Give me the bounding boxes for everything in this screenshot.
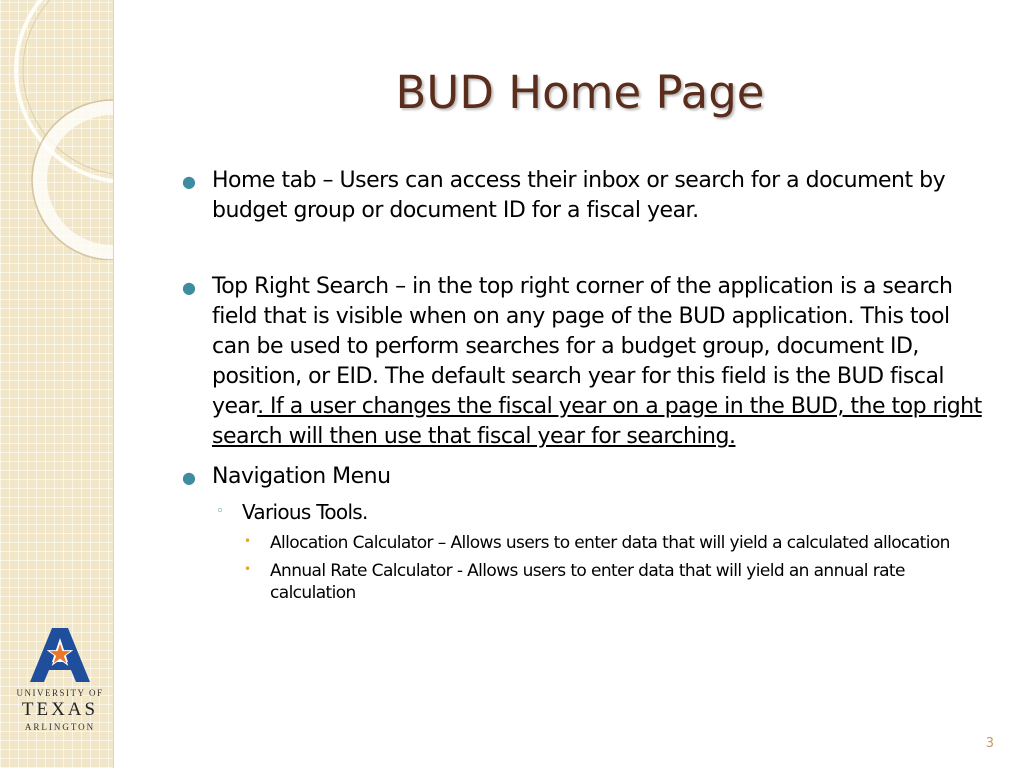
logo-texas: TEXAS xyxy=(21,699,99,720)
university-logo xyxy=(0,628,120,733)
annual-rate-calculator-text: Annual Rate Calculator - Allows users to enter data that will yield an annual rate calculation xyxy=(270,561,905,603)
bullet-top-right-search xyxy=(182,272,982,452)
logo-university-of: UNIVERSITY OF xyxy=(16,688,104,698)
uta-a-star-icon xyxy=(30,628,90,682)
bullet-home-tab xyxy=(182,166,982,226)
bullet-home-tab-text: Home tab – Users can access their inbox or search for a document by budget group or document ID for a fiscal year. xyxy=(212,168,946,223)
small-dot-icon: • xyxy=(244,562,251,576)
page-number: 3 xyxy=(985,736,994,751)
bullet-navigation-menu-text: Navigation Menu xyxy=(212,464,391,489)
bullet-navigation-menu xyxy=(182,462,982,492)
sub-bullet-various-tools-text: Various Tools. xyxy=(242,500,368,524)
decorative-side-strip xyxy=(0,0,114,768)
bullet-dot-icon: ● xyxy=(182,468,196,487)
bullet-top-right-search-text: Top Right Search – in the top right corner of the application is a search field that is visible when on any page of the BUD application. This tool can be used to perform searches for a budget group, document ID, position, or EID. The default search year for this field is the BUD fiscal year xyxy=(212,274,953,419)
bullet-dot-icon: ● xyxy=(182,172,196,191)
bullet-dot-icon: ● xyxy=(182,278,196,297)
ring-bullet-icon: ◦ xyxy=(216,504,223,519)
slide-body xyxy=(182,166,982,604)
sub-sub-bullet-annual-rate-calculator xyxy=(182,560,982,604)
slide-title: BUD Home Page xyxy=(395,66,765,119)
allocation-calculator-text: Allocation Calculator – Allows users to enter data that will yield a calculated allocation xyxy=(270,533,950,553)
decorative-rings xyxy=(0,0,113,260)
logo-arlington: ARLINGTON xyxy=(24,722,96,732)
sub-bullet-various-tools xyxy=(182,498,982,526)
small-dot-icon: • xyxy=(244,534,251,548)
bullet-top-right-search-underlined: . If a user changes the fiscal year on a page in the BUD, the top right search will then use that fiscal year for searching. xyxy=(212,394,982,449)
sub-sub-bullet-allocation-calculator xyxy=(182,532,982,554)
